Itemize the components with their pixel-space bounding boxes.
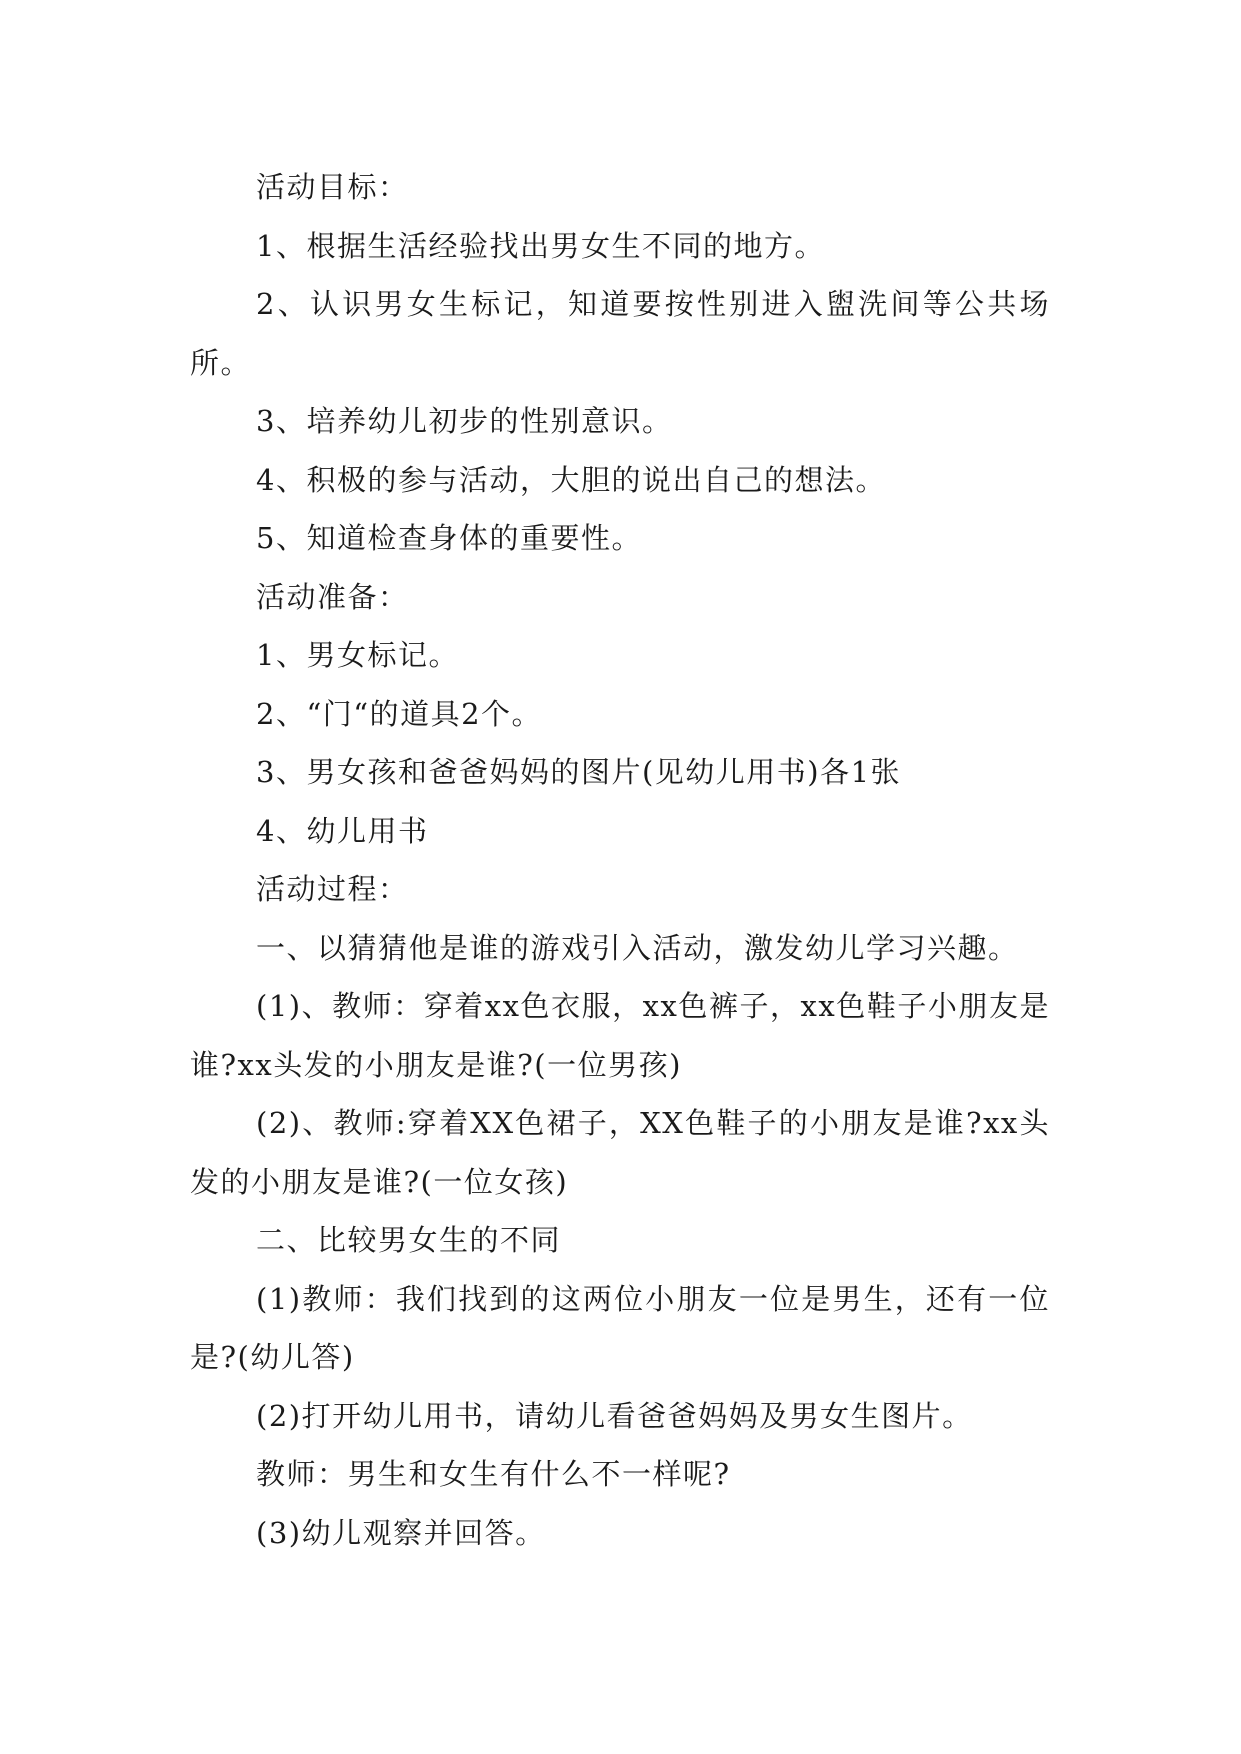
goal-item-3: 3、培养幼儿初步的性别意识。 bbox=[256, 404, 673, 438]
process-step-2: 二、比较男女生的不同 bbox=[256, 1223, 562, 1257]
process-step-1: 一、以猜猜他是谁的游戏引入活动，激发幼儿学习兴趣。 bbox=[256, 930, 1019, 965]
goal-item-2: 2、认识男女生标记，知道要按性别进入盥洗间等公共场所。 bbox=[190, 287, 1050, 380]
goal-item-1: 1、根据生活经验找出男女生不同的地方。 bbox=[256, 228, 825, 263]
goal-item-5: 5、知道检查身体的重要性。 bbox=[256, 521, 642, 555]
preparation-item-3: 3、男女孩和爸爸妈妈的图片(见幼儿用书)各1张 bbox=[256, 755, 902, 789]
section-heading-goals: 活动目标： bbox=[256, 170, 409, 204]
preparation-item-1: 1、男女标记。 bbox=[256, 638, 459, 672]
process-step-2-2: (2)打开幼儿用书，请幼儿看爸爸妈妈及男女生图片。 bbox=[256, 1398, 973, 1433]
process-step-2-3: (3)幼儿观察并回答。 bbox=[256, 1515, 546, 1550]
process-step-2-1: (1)教师：我们找到的这两位小朋友一位是男生，还有一位是?(幼儿答) bbox=[190, 1281, 1050, 1374]
preparation-item-4: 4、幼儿用书 bbox=[256, 813, 429, 848]
preparation-item-2: 2、“门“的道具2个。 bbox=[256, 696, 543, 731]
section-heading-process: 活动过程： bbox=[256, 872, 409, 906]
document-body bbox=[190, 158, 1050, 1562]
section-heading-preparation: 活动准备： bbox=[256, 579, 409, 614]
process-step-1-2: (2)、教师:穿着XX色裙子，XX色鞋子的小朋友是谁?xx头发的小朋友是谁?(一位女孩) bbox=[190, 1106, 1050, 1199]
goal-item-4: 4、积极的参与活动，大胆的说出自己的想法。 bbox=[256, 462, 886, 497]
teacher-question: 教师：男生和女生有什么不一样呢? bbox=[256, 1457, 731, 1491]
process-step-1-1: (1)、教师：穿着xx色衣服，xx色裤子，xx色鞋子小朋友是谁?xx头发的小朋友是谁?(一位男孩) bbox=[190, 989, 1050, 1082]
